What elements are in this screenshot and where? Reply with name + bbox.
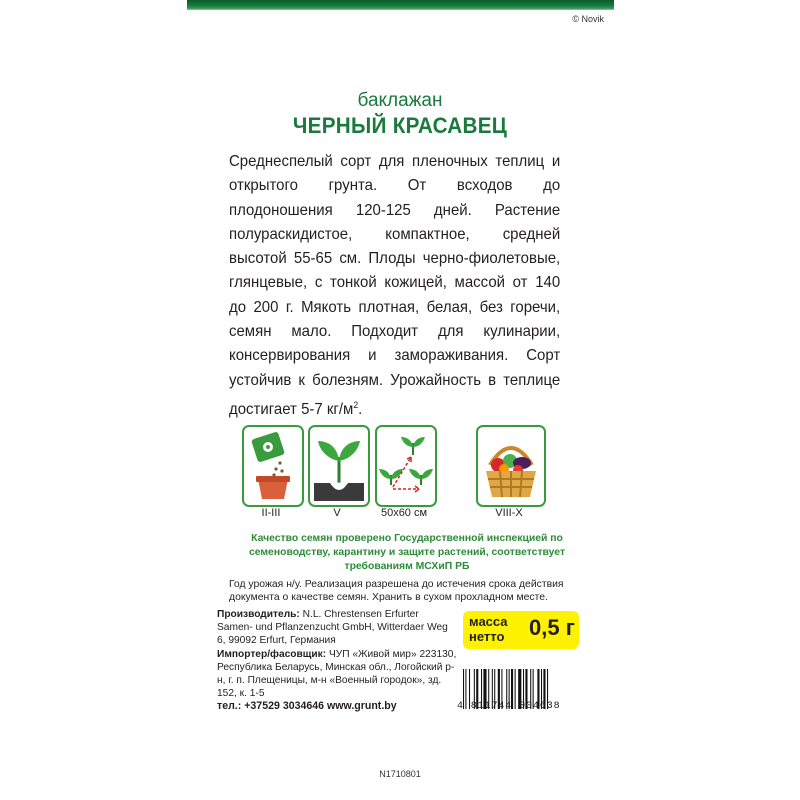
- mass-badge: [463, 611, 579, 649]
- crop-name: баклажан: [357, 90, 443, 111]
- contacts: тел.: +37529 3034646 www.grunt.by: [217, 700, 397, 712]
- harvest-basket-icon: [476, 425, 546, 507]
- quality-notice: Качество семян проверено Государственной инспекцией по семеноводству, карантину и защите растений, соответствует требованиям МСХиП РБ: [248, 533, 566, 572]
- copyright-text: © Novik: [572, 14, 604, 24]
- importer-text: ЧУП «Живой мир» 223130, Республика Беларусь, Минская обл., Логойский р-н, г. п. Плещеницы, м-н «Военный городок», зд. 152, к. 1-5: [217, 648, 457, 700]
- mass-label-line2: нетто: [469, 629, 505, 644]
- icon-label-3: 50x60 см: [380, 507, 428, 519]
- mass-value: 0,5 г: [529, 615, 575, 640]
- description: [229, 150, 560, 422]
- variety-title: ЧЕРНЫЙ КРАСАВЕЦ: [292, 113, 508, 138]
- importer-label: Импортер/фасовщик:: [217, 648, 327, 660]
- top-green-band: [187, 0, 614, 10]
- icon-label-4: VIII-X: [495, 507, 523, 519]
- transplant-sprout-icon: [308, 425, 370, 507]
- icon-label-2: V: [333, 507, 341, 519]
- barcode-number: 4 811744 004638: [457, 701, 561, 712]
- producer-text: N.L. Chrestensen Erfurter Samen- und Pflanzenzucht GmbH, Witterdaer Weg 6, 99092 Erfurt, Германия: [217, 609, 448, 647]
- product-code: N1710801: [379, 769, 421, 779]
- description-superscript: 2: [353, 399, 359, 410]
- producer-info: [217, 608, 457, 700]
- planting-scheme-icon: [375, 425, 437, 507]
- sowing-seedlings-icon: [242, 425, 304, 507]
- harvest-storage-text: Год урожая н/у. Реализация разрешена до истечения срока действия документа о качестве семян. Хранить в сухом прохладном месте.: [229, 579, 564, 603]
- mass-label-line1: масса: [469, 614, 508, 629]
- growing-icons: [242, 425, 572, 525]
- description-end: .: [358, 401, 363, 419]
- icon-label-1: II-III: [261, 507, 281, 519]
- seed-packet-back: [187, 0, 614, 800]
- description-text: Среднеспелый сорт для пленочных теплиц и открытого грунта. От всходов до плодоношения 120-125 дней. Растение полураскидистое, компактное, средней высотой 55-65 см. Плоды черно-фиолетовые, глянцевые, с тонкой кожицей, массой от 140 до 200 г. Мякоть плотная, белая, без горечи, семян мало. Подходит для кулинарии, консервирования и замораживания. Сорт устойчив к болезням. Урожайность в теплице достигает 5-7 кг/м: [229, 153, 561, 419]
- producer-label: Производитель:: [217, 609, 300, 620]
- mass-label: [469, 614, 508, 644]
